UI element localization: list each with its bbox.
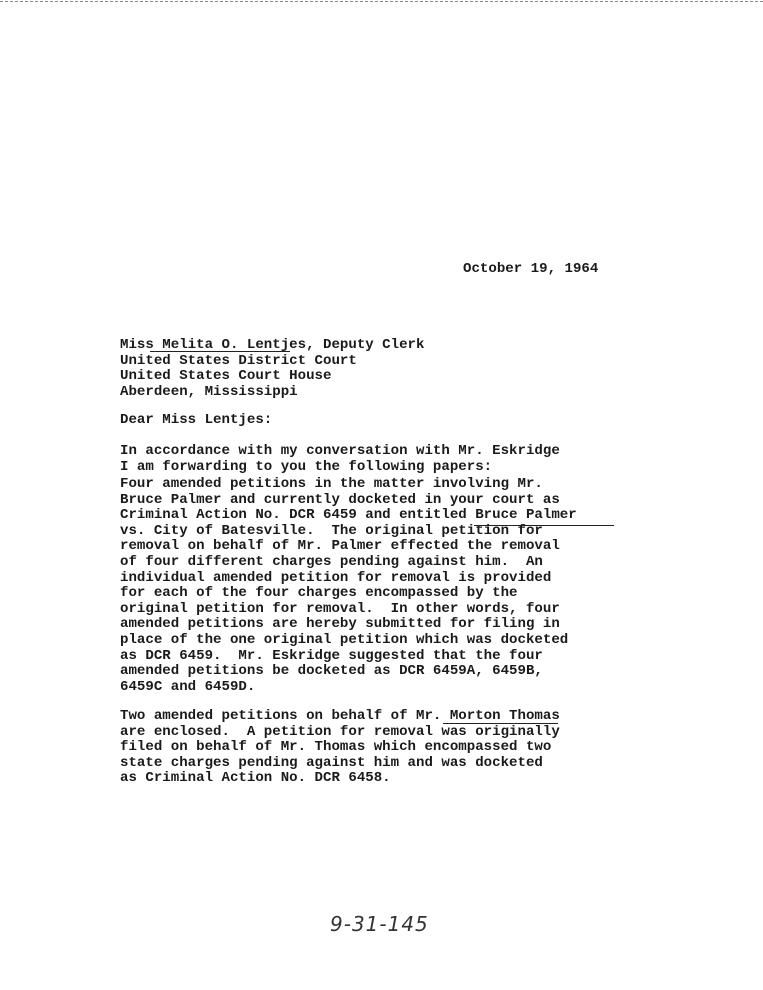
paragraph-2 (120, 477, 577, 695)
text-line: individual amended petition for removal is provided (120, 569, 552, 586)
text-line: place of the one original petition which was docketed (120, 631, 569, 648)
page-top-border (0, 1, 763, 2)
text-line: of four different charges pending against him. An (120, 553, 543, 570)
text-line: In accordance with my conversation with Mr. Eskridge (120, 443, 560, 459)
text-line: as DCR 6459. Mr. Eskridge suggested that the four (120, 647, 543, 664)
recipient-address (120, 338, 424, 400)
text-line: vs. City of Batesville. The original petition for (120, 522, 543, 539)
text-line: Criminal Action No. DCR 6459 and entitled Bruce Palmer (120, 507, 577, 524)
letter-date: October 19, 1964 (463, 261, 599, 277)
text-line: are enclosed. A petition for removal was originally (120, 723, 560, 740)
address-line: United States Court House (120, 368, 332, 385)
text-line: Bruce Palmer and currently docketed in your court as (120, 491, 560, 508)
text-line: as Criminal Action No. DCR 6458. (120, 770, 391, 787)
paragraph-1 (120, 444, 560, 475)
text-line: Two amended petitions on behalf of Mr. Morton Thomas (120, 708, 560, 724)
text-line: filed on behalf of Mr. Thomas which encompassed two (120, 739, 552, 756)
text-line: Four amended petitions in the matter involving Mr. (120, 476, 543, 492)
salutation: Dear Miss Lentjes: (120, 412, 273, 428)
ink-underline (474, 525, 614, 526)
paragraph-3 (120, 709, 560, 787)
text-line: state charges pending against him and was docketed (120, 754, 543, 771)
text-line: for each of the four charges encompassed by the (120, 585, 518, 602)
handwritten-file-number: 9-31-145 (330, 912, 429, 936)
ink-underline (443, 723, 558, 724)
address-line: Aberdeen, Mississippi (120, 383, 298, 400)
text-line: amended petitions are hereby submitted for filing in (120, 616, 560, 633)
address-line: Miss Melita O. Lentjes, Deputy Clerk (120, 337, 425, 353)
ink-underline (150, 351, 290, 352)
text-line: amended petitions be docketed as DCR 6459A, 6459B, (120, 663, 543, 680)
text-line: I am forwarding to you the following papers: (120, 458, 493, 475)
text-line: original petition for removal. In other words, four (120, 600, 560, 617)
address-line: United States District Court (120, 352, 357, 369)
text-line: 6459C and 6459D. (120, 678, 256, 695)
text-line: removal on behalf of Mr. Palmer effected the removal (120, 538, 560, 555)
